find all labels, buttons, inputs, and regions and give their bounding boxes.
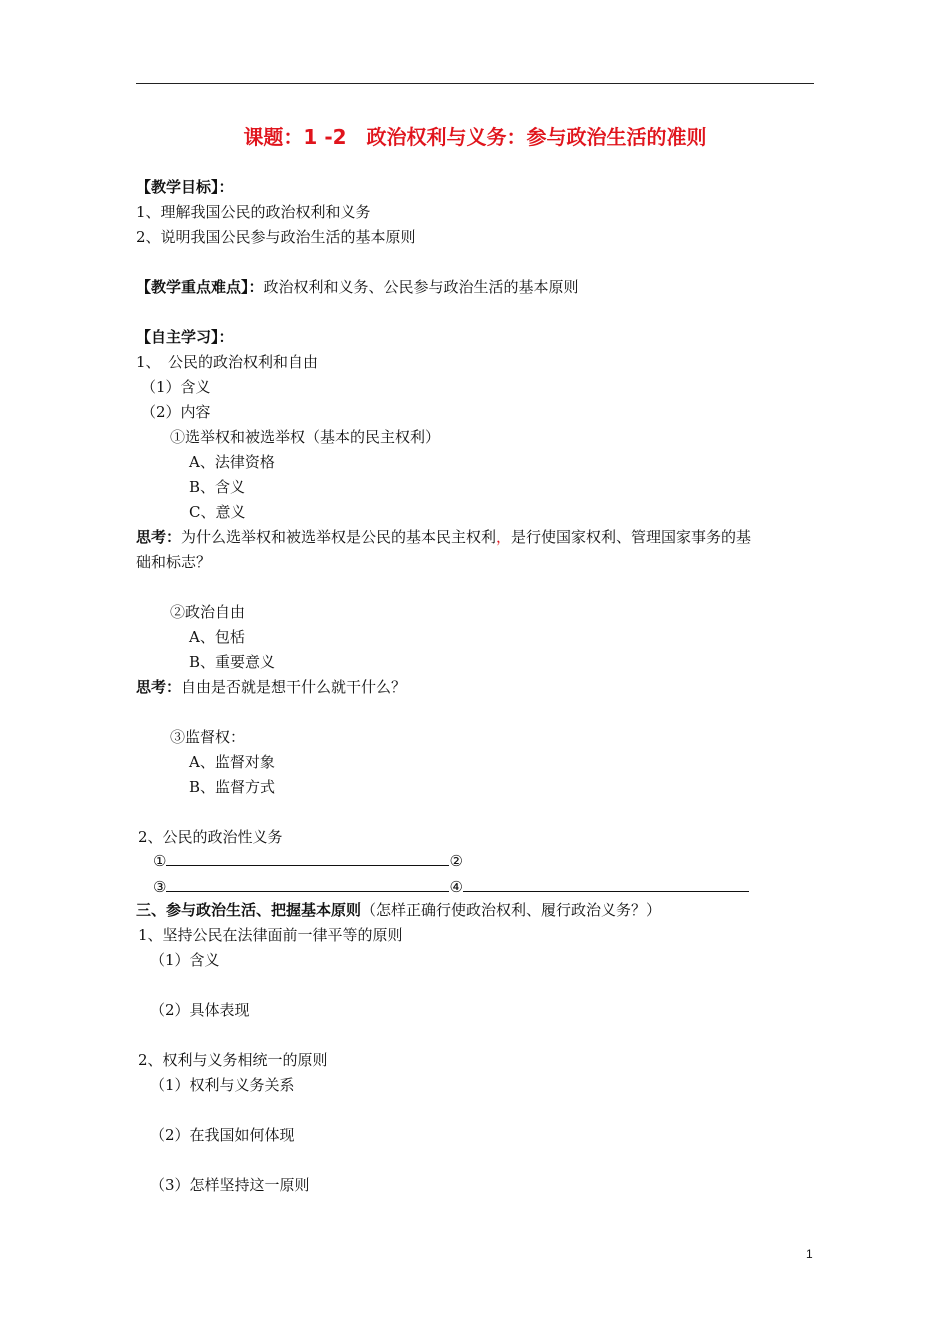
blank-line-4 [463, 876, 749, 892]
right-2-b: B、重要意义 [189, 653, 276, 671]
goal-item-2: 2、说明我国公民参与政治生活的基本原则 [136, 228, 416, 246]
obligation-marker-1: ① [153, 852, 167, 870]
think-label-2: 思考： [136, 678, 182, 696]
section-3-question: （怎样正确行使政治权利、履行政治义务？） [361, 901, 662, 919]
page-title: 课题：1 -2 政治权利与义务：参与政治生活的准则 [243, 125, 707, 149]
obligation-marker-2: ② [449, 852, 463, 870]
key-points-heading: 【教学重点难点】： [136, 278, 264, 296]
think-1-comma: ， [496, 528, 512, 546]
right-1-c: C、意义 [189, 503, 246, 521]
principle-1-2: （2）具体表现 [150, 1001, 250, 1019]
blank-line-3 [166, 876, 449, 892]
obligation-row-2 [153, 876, 749, 897]
key-points [136, 277, 579, 297]
principle-1: 1、坚持公民在法律面前一律平等的原则 [138, 926, 403, 944]
right-2: ②政治自由 [170, 603, 246, 621]
principle-2-3: （3）怎样坚持这一原则 [150, 1176, 310, 1194]
right-1: ①选举权和被选举权（基本的民主权利） [170, 428, 441, 446]
obligation-marker-3: ③ [153, 878, 167, 896]
goal-item-1: 1、理解我国公民的政治权利和义务 [136, 203, 371, 221]
header-rule [136, 83, 814, 84]
section-1-title: 1、 公民的政治权利和自由 [136, 353, 319, 371]
right-2-a: A、包栝 [189, 628, 245, 646]
page-number: 1 [806, 1247, 813, 1261]
right-3-a: A、监督对象 [189, 753, 275, 771]
section-1-2: （2）内容 [141, 403, 211, 421]
think-1-cont: 础和标志？ [136, 553, 212, 571]
principle-1-1: （1）含义 [150, 951, 220, 969]
self-study-heading: 【自主学习】： [136, 328, 234, 346]
right-1-a: A、法律资格 [189, 453, 275, 471]
think-label: 思考： [136, 528, 182, 546]
section-3-heading [136, 900, 661, 920]
principle-2: 2、权利与义务相统一的原则 [138, 1051, 328, 1069]
think-2 [136, 677, 406, 697]
right-3: ③监督权： [170, 728, 246, 746]
blank-line-1 [166, 850, 449, 866]
section-1-1: （1）含义 [141, 378, 211, 396]
section-3-title: 三、参与政治生活、把握基本原则 [136, 901, 362, 919]
key-points-text: 政治权利和义务、公民参与政治生活的基本原则 [263, 278, 579, 296]
right-3-b: B、监督方式 [189, 778, 276, 796]
principle-2-2: （2）在我国如何体现 [150, 1126, 295, 1144]
think-1-text-a: 为什么选举权和被选举权是公民的基本民主权利 [181, 528, 497, 546]
obligation-row-1 [153, 850, 463, 871]
obligation-marker-4: ④ [449, 878, 463, 896]
think-1 [136, 527, 751, 547]
principle-2-1: （1）权利与义务关系 [150, 1076, 295, 1094]
section-2-title: 2、公民的政治性义务 [138, 828, 283, 846]
right-1-b: B、含义 [189, 478, 246, 496]
think-1-text-b: 是行使国家权利、管理国家事务的基 [511, 528, 752, 546]
goals-heading: 【教学目标】： [136, 178, 234, 196]
think-2-text: 自由是否就是想干什么就干什么？ [181, 678, 407, 696]
